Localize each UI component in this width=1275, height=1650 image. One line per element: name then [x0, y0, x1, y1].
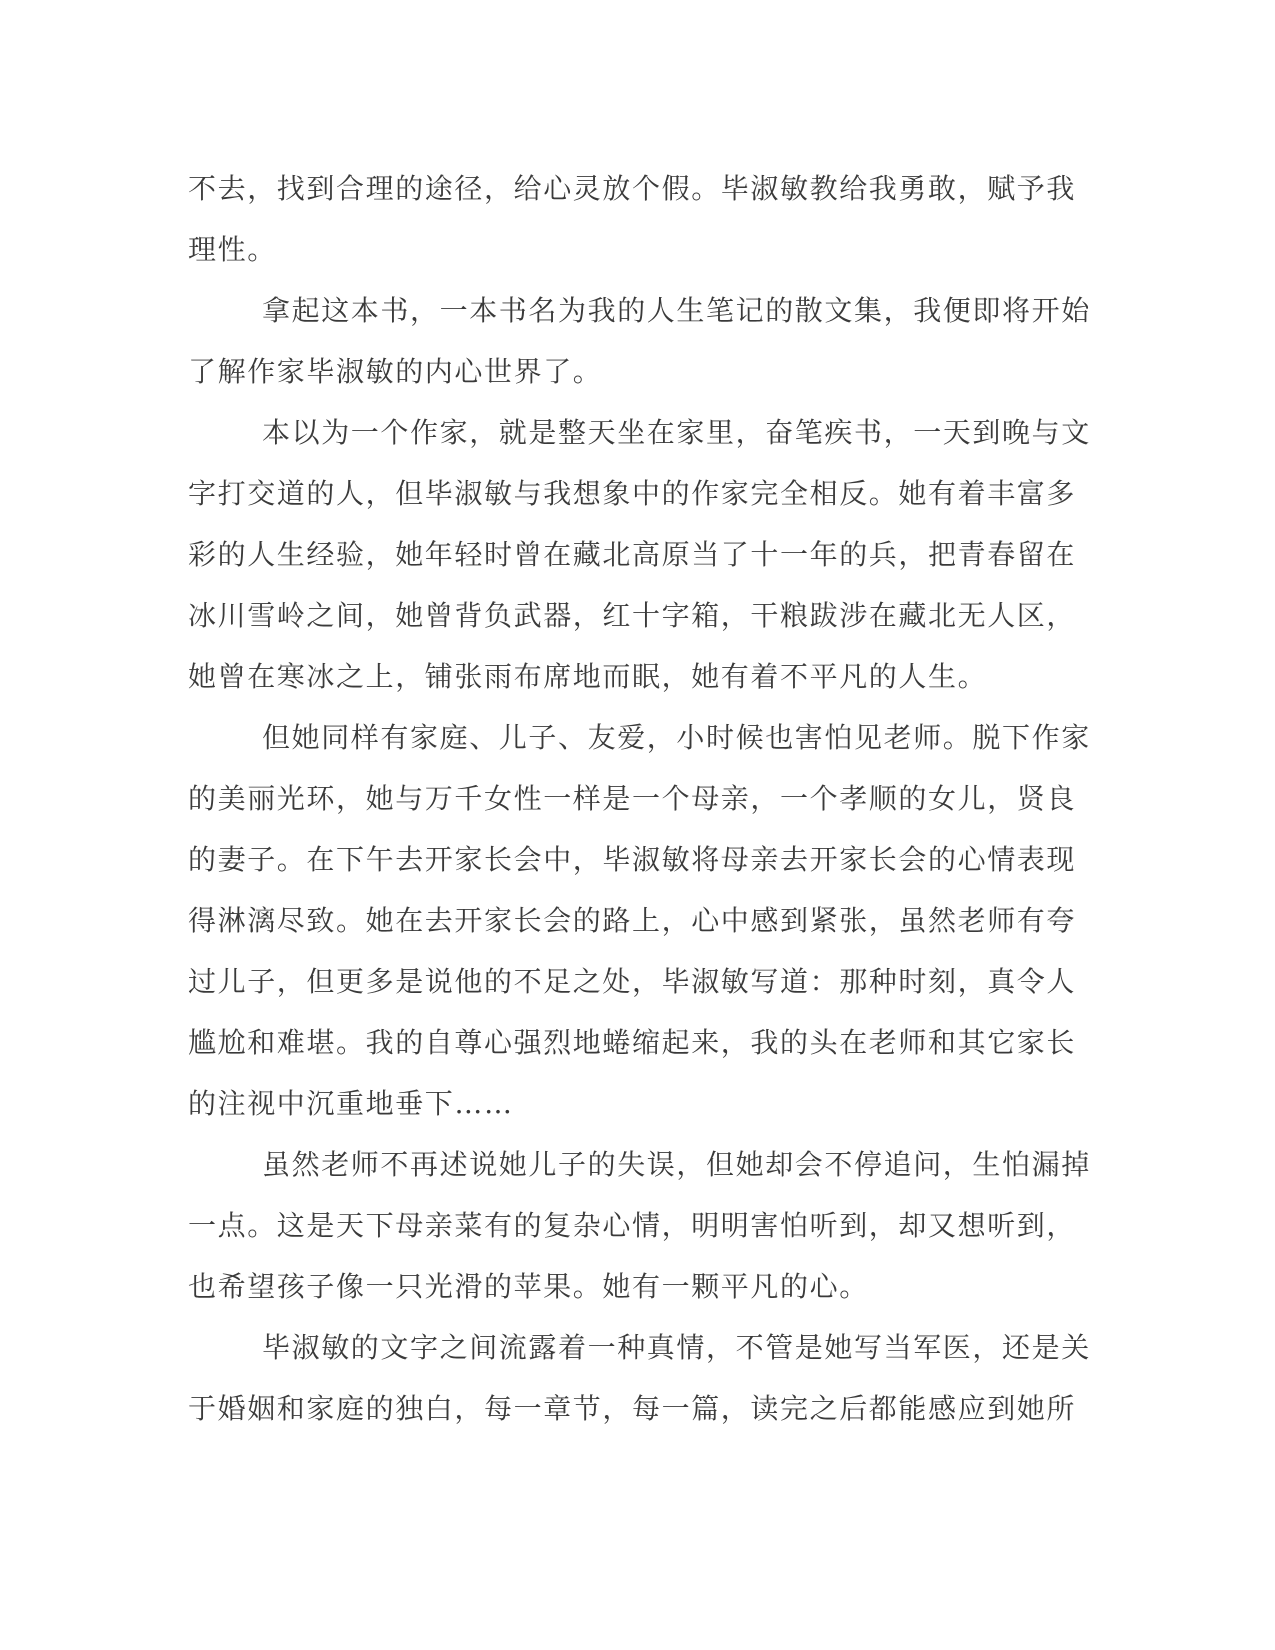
- paragraph-1: [188, 158, 1077, 280]
- text-line: 也希望孩子像一只光滑的苹果。她有一颗平凡的心。: [188, 1270, 869, 1303]
- text-line: 得淋漓尽致。她在去开家长会的路上，心中感到紧张，虽然老师有夸: [188, 904, 1077, 937]
- text-line: 虽然老师不再述说她儿子的失误，但她却会不停追问，生怕漏掉: [262, 1148, 1091, 1181]
- text-line: 她曾在寒冰之上，铺张雨布席地而眠，她有着不平凡的人生。: [188, 660, 988, 693]
- text-line: 字打交道的人，但毕淑敏与我想象中的作家完全相反。她有着丰富多: [188, 477, 1077, 510]
- text-line: 的注视中沉重地垂下……: [188, 1087, 514, 1120]
- text-line: 过儿子，但更多是说他的不足之处，毕淑敏写道：那种时刻，真令人: [188, 965, 1077, 998]
- text-line: 理性。: [188, 233, 277, 266]
- text-line: 一点。这是天下母亲菜有的复杂心情，明明害怕听到，却又想听到，: [188, 1209, 1077, 1242]
- paragraph-4: [188, 707, 1091, 1134]
- text-line: 于婚姻和家庭的独白，每一章节，每一篇，读完之后都能感应到她所: [188, 1392, 1077, 1425]
- text-line: 尴尬和难堪。我的自尊心强烈地蜷缩起来，我的头在老师和其它家长: [188, 1026, 1077, 1059]
- text-line: 彩的人生经验，她年轻时曾在藏北高原当了十一年的兵，把青春留在: [188, 538, 1077, 571]
- article-body: [188, 158, 1091, 1439]
- text-line: 不去，找到合理的途径，给心灵放个假。毕淑敏教给我勇敢，赋予我: [188, 172, 1077, 205]
- text-line: 毕淑敏的文字之间流露着一种真情，不管是她写当军医，还是关: [262, 1331, 1091, 1364]
- paragraph-3: [188, 402, 1091, 707]
- text-line: 冰川雪岭之间，她曾背负武器，红十字箱，干粮跋涉在藏北无人区，: [188, 599, 1077, 632]
- paragraph-5: [188, 1134, 1091, 1317]
- text-line: 本以为一个作家，就是整天坐在家里，奋笔疾书，一天到晚与文: [262, 416, 1091, 449]
- paragraph-2: [188, 280, 1091, 402]
- paragraph-6: [188, 1317, 1091, 1439]
- text-line: 但她同样有家庭、儿子、友爱，小时候也害怕见老师。脱下作家: [262, 721, 1091, 754]
- text-line: 的妻子。在下午去开家长会中，毕淑敏将母亲去开家长会的心情表现: [188, 843, 1077, 876]
- text-line: 拿起这本书，一本书名为我的人生笔记的散文集，我便即将开始: [262, 294, 1091, 327]
- text-line: 了解作家毕淑敏的内心世界了。: [188, 355, 603, 388]
- text-line: 的美丽光环，她与万千女性一样是一个母亲，一个孝顺的女儿，贤良: [188, 782, 1077, 815]
